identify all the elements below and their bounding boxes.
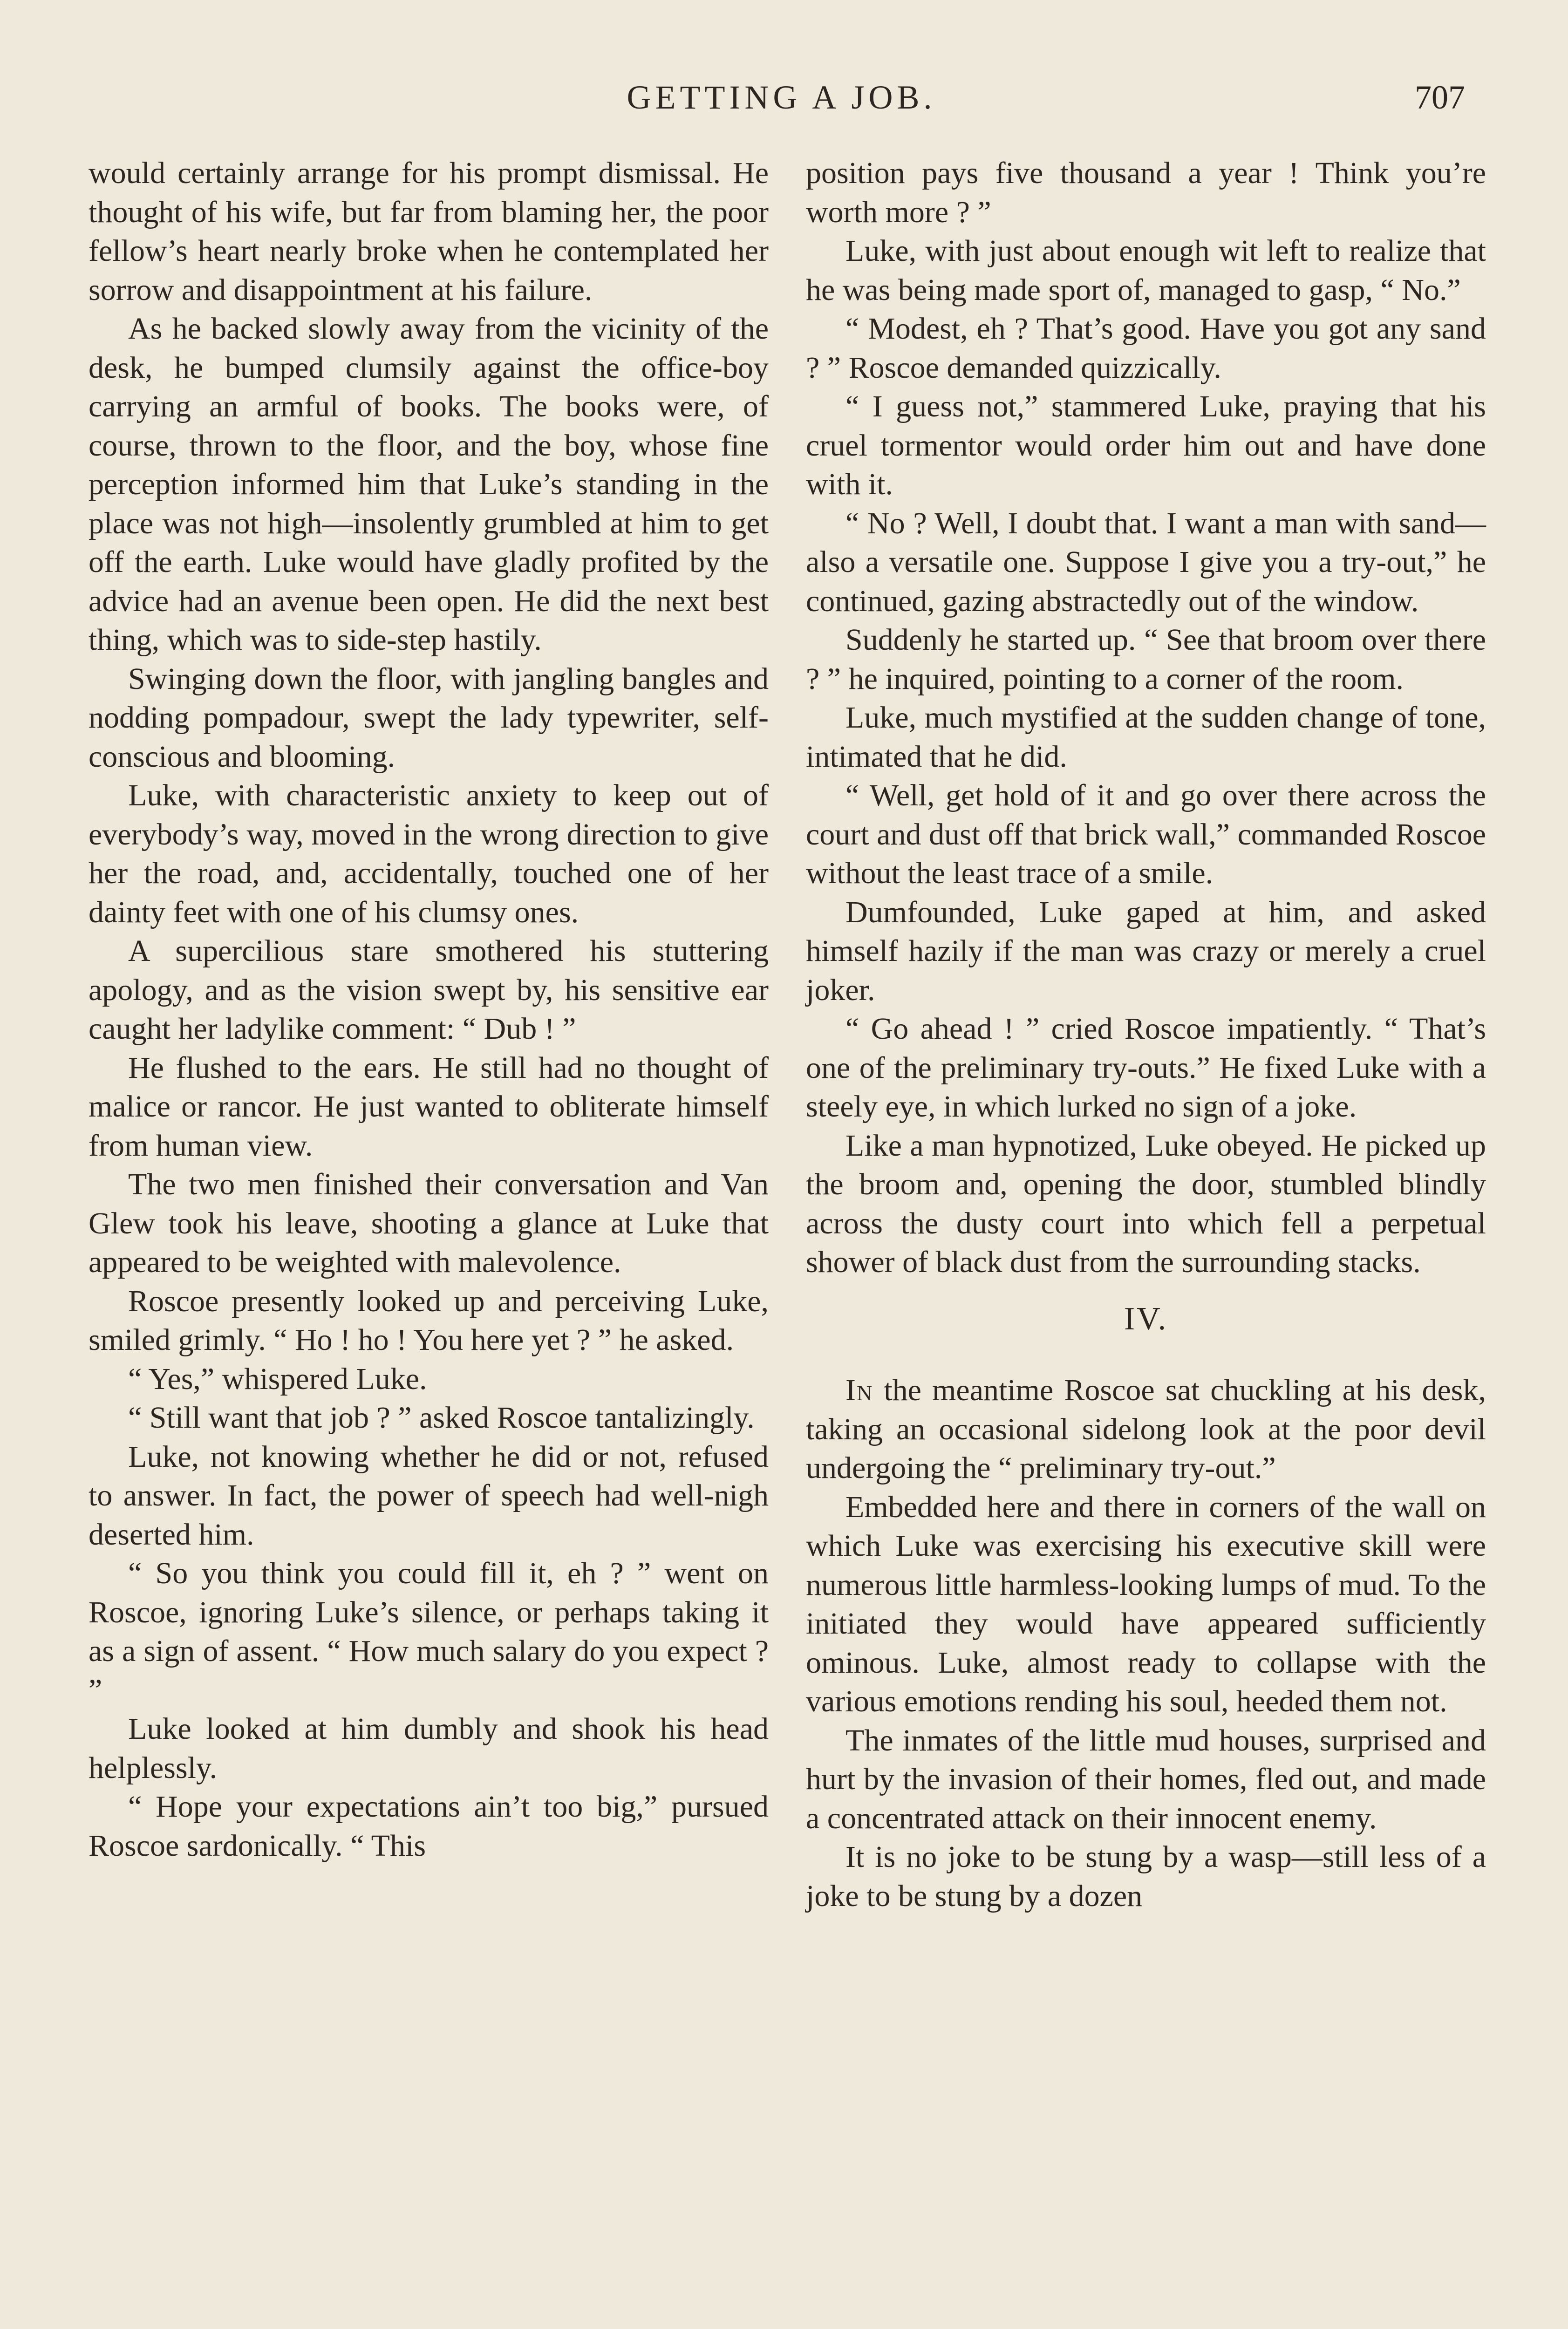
section-first-paragraph [806, 1371, 1486, 1488]
paragraph: “ Hope your expectations ain’t too big,” pursued Roscoe sardonically. “ This [89, 1790, 769, 1863]
paragraph: “ Go ahead ! ” cried Roscoe impatiently. “ That’s one of the preliminary try-outs.” He fixed Luke with a steely eye, in which lurked no sign of a joke. [806, 1012, 1486, 1124]
paragraph: The inmates of the little mud houses, surprised and hurt by the invasion of their homes, fled out, and made a concentrated attack on their innocent enemy. [806, 1723, 1486, 1835]
paragraph: Roscoe presently looked up and perceiving Luke, smiled grimly. “ Ho ! ho ! You here yet ? ” he asked. [89, 1284, 769, 1357]
paragraph: position pays five thousand a year ! Think you’re worth more ? ” [806, 156, 1486, 229]
paragraph: Dumfounded, Luke gaped at him, and asked himself hazily if the man was crazy or merely a cruel joker. [806, 895, 1486, 1007]
paragraph: Luke looked at him dumbly and shook his head helplessly. [89, 1712, 769, 1785]
paragraph: Luke, much mystified at the sudden change of tone, intimated that he did. [806, 701, 1486, 774]
paragraph: “ Modest, eh ? That’s good. Have you got any sand ? ” Roscoe demanded quizzically. [806, 312, 1486, 385]
paragraph: “ No ? Well, I doubt that. I want a man with sand—also a versatile one. Suppose I give you a try-out,” he continued, gazing abstractedly out of the window. [806, 506, 1486, 618]
page-number: 707 [1415, 79, 1465, 116]
paragraph: “ Still want that job ? ” asked Roscoe tantalizingly. [128, 1401, 755, 1435]
paragraph: Luke, with characteristic anxiety to keep out of everybody’s way, moved in the wrong direction to give her the road, and, accidentally, touched one of her dainty feet with one of his clumsy ones. [89, 778, 769, 929]
paragraph: It is no joke to be stung by a wasp—still less of a joke to be stung by a dozen [806, 1840, 1486, 1913]
first-paragraph-text: the meantime Roscoe sat chuckling at his desk, taking an occasional sidelong look at the poor devil undergoing the “ preliminary try-out.” [806, 1373, 1486, 1485]
paragraph: A supercilious stare smothered his stuttering apology, and as the vision swept by, his sensitive ear caught her ladylike comment: “ Dub ! ” [89, 934, 769, 1046]
paragraph: As he backed slowly away from the vicinity of the desk, he bumped clumsily against the office-boy carrying an armful of books. The books were, of course, thrown to the floor, and the boy, whose fine perception informed him that Luke’s standing in the place was not high—insolently grumbled at him to get off the earth. Luke would have gladly profited by the advice had an avenue been open. He did the next best thing, which was to side-step hastily. [89, 312, 769, 657]
paragraph: The two men finished their conversation and Van Glew took his leave, shooting a glance at Luke that appeared to be weighted with malevolence. [89, 1167, 769, 1279]
paragraph: Suddenly he started up. “ See that broom over there ? ” he inquired, pointing to a corner of the room. [806, 623, 1486, 696]
paragraph: “ So you think you could fill it, eh ? ” went on Roscoe, ignoring Luke’s silence, or perhaps taking it as a sign of assent. “ How much salary do you expect ? ” [89, 1556, 769, 1707]
page-header [89, 70, 1474, 130]
paragraph: “ I guess not,” stammered Luke, praying that his cruel tormentor would order him out and have done with it. [806, 389, 1486, 501]
left-column [89, 154, 769, 1865]
right-column [806, 154, 1486, 1915]
paragraph: Embedded here and there in corners of the wall on which Luke was exercising his executive skill were numerous little harmless-looking lumps of mud. To the initiated they would have appeared sufficiently ominous. Luke, almost ready to collapse with the various emotions rending his soul, heeded them not. [806, 1490, 1486, 1718]
lead-in-word: In [845, 1373, 873, 1407]
paragraph: “ Yes,” whispered Luke. [128, 1362, 427, 1396]
paragraph: Swinging down the floor, with jangling bangles and nodding pompadour, swept the lady typewriter, self-conscious and blooming. [89, 661, 769, 774]
paragraph: Luke, not knowing whether he did or not, refused to answer. In fact, the power of speech had well-nigh deserted him. [89, 1439, 769, 1552]
paragraph: would certainly arrange for his prompt dismissal. He thought of his wife, but far from blaming her, the poor fellow’s heart nearly broke when he contemplated her sorrow and disappointment at his failure. [89, 156, 769, 307]
paragraph: Like a man hypnotized, Luke obeyed. He picked up the broom and, opening the door, stumbled blindly across the dusty court into which fell a perpetual shower of black dust from the surrounding stacks. [806, 1128, 1486, 1279]
paragraph: Luke, with just about enough wit left to realize that he was being made sport of, managed to gasp, “ No.” [806, 234, 1486, 307]
paragraph: He flushed to the ears. He still had no thought of malice or rancor. He just wanted to obliterate himself from human view. [89, 1050, 769, 1163]
running-title: GETTING A JOB. [627, 79, 936, 116]
section-heading: IV. [1124, 1301, 1168, 1337]
paragraph: “ Well, get hold of it and go over there across the court and dust off that brick wall,” commanded Roscoe without the least trace of a smile. [806, 778, 1486, 890]
